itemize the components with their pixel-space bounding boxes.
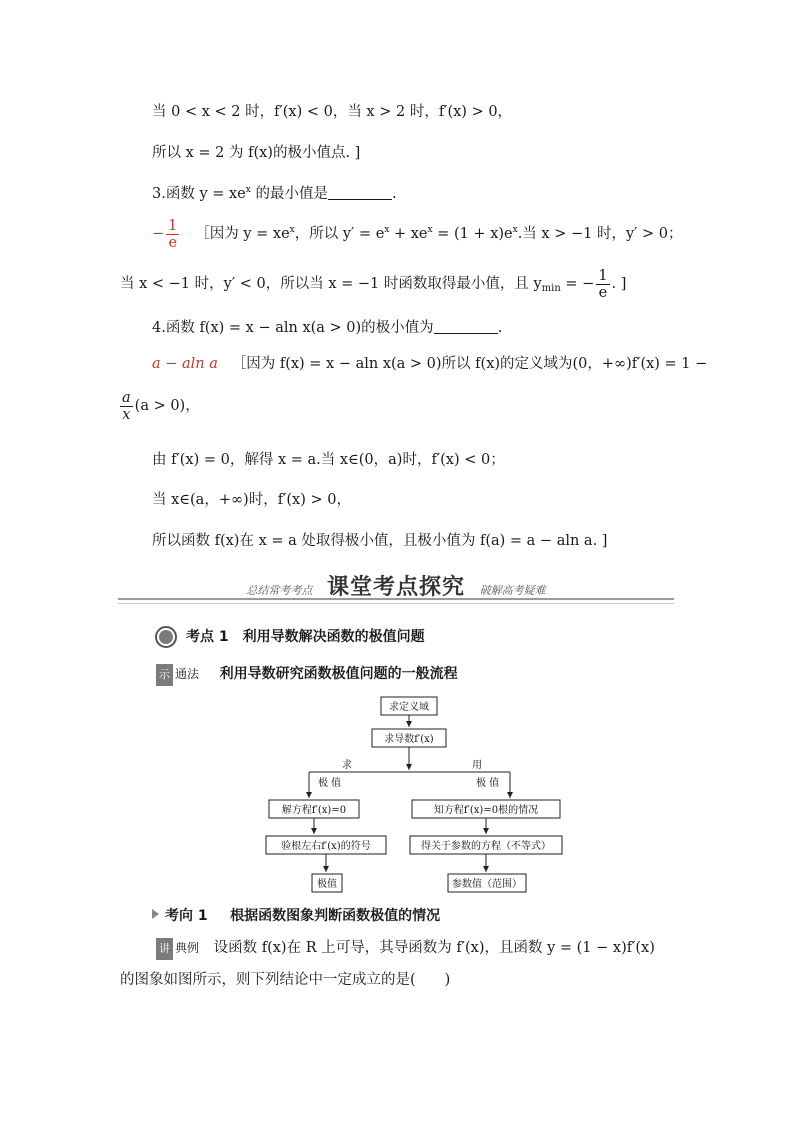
- q3-end: .: [391, 186, 397, 202]
- flow-box-extreme-label: 极值: [317, 879, 337, 890]
- sup: x: [512, 225, 518, 235]
- solution-text: = −: [560, 276, 595, 292]
- example-tag-icon: 讲: [156, 938, 173, 960]
- section-banner: [118, 570, 674, 598]
- method-title: 利用导数研究函数极值问题的一般流程: [219, 666, 458, 682]
- fraction: [596, 268, 609, 301]
- answer-fraction: [166, 218, 179, 251]
- solution-text: . ]: [611, 276, 627, 292]
- answer-sign: −: [152, 226, 165, 242]
- fraction-denominator: e: [598, 284, 608, 301]
- sup: x: [289, 225, 295, 235]
- solution-text: + xe: [389, 226, 428, 242]
- flow-box-domain-label: 求定义域: [389, 702, 429, 713]
- flow-right-top-label: 用: [472, 760, 482, 771]
- sup: x: [427, 225, 433, 235]
- fraction: [120, 390, 133, 423]
- triangle-bullet-icon: [152, 909, 159, 919]
- q3-answer-line: [152, 212, 683, 252]
- banner-left-text: 总结常考考点: [246, 584, 313, 597]
- flow-box-derivative-label: 求导数f′(x): [384, 734, 434, 745]
- subscript: min: [541, 283, 561, 294]
- solution-line: 所以 x = 2 为 f(x)的极小值点. ]: [152, 145, 361, 161]
- fraction-denominator: e: [168, 234, 178, 251]
- kaoxiang-title: 根据函数图象判断函数极值的情况: [230, 908, 441, 924]
- solution-line: 所以函数 f(x)在 x = a 处取得极小值，且极小值为 f(a) = a − aln a. ]: [152, 533, 608, 549]
- flow-box-param-equation-label: 得关于参数的方程（不等式）: [421, 841, 551, 852]
- flow-box-known-roots-label: 知方程f′(x)=0根的情况: [433, 805, 539, 816]
- banner-right-text: 破解高考疑难: [479, 584, 546, 597]
- example-line1: [156, 938, 655, 960]
- flow-right-bottom-label: 极 值: [476, 778, 500, 789]
- solution-text: ，所以 y′ = e: [294, 226, 385, 242]
- solution-line: 当 x∈(a，+∞)时，f′(x) > 0，: [152, 492, 351, 508]
- answer-blank: [328, 185, 392, 200]
- example-text: 设函数 f(x)在 R 上可导，其导函数为 f′(x)，且函数 y = (1 − x)f′(x): [213, 940, 655, 956]
- fraction-numerator: 1: [168, 217, 178, 234]
- q4-end: .: [497, 320, 503, 336]
- flow-left-bottom-label: 极 值: [318, 778, 342, 789]
- solution-text: = (1 + x)e: [432, 226, 513, 242]
- solution-text: (a > 0)，: [134, 398, 200, 414]
- question-4: [152, 318, 502, 338]
- example-tag-text: 典例: [175, 941, 200, 955]
- q3-text: 的最小值是: [250, 186, 328, 202]
- q4-answer-line: [152, 354, 707, 374]
- q3-solution-line2: [120, 266, 626, 307]
- solution-text: ［因为 f(x) = x − aln x(a > 0)所以 f(x)的定义域为(0，+∞)f′(x) = 1 −: [231, 356, 708, 372]
- flowchart: [260, 694, 570, 896]
- flow-box-param-value-label: 参数值（范围）: [452, 879, 522, 890]
- method-tag-icon: 示: [156, 664, 173, 686]
- kaodian-circle-icon: [155, 626, 177, 648]
- solution-line: 由 f′(x) = 0，解得 x = a.当 x∈(0，a)时，f′(x) < 0；: [152, 452, 505, 468]
- q3-sup: x: [245, 185, 251, 195]
- kaoxiang-label: 考向 1: [165, 908, 208, 924]
- fraction-numerator: 1: [598, 267, 608, 284]
- fraction-denominator: x: [122, 406, 131, 423]
- answer-text: a − aln a: [152, 356, 218, 372]
- kaoxiang-heading: [152, 906, 440, 926]
- sup: x: [384, 225, 390, 235]
- question-3: [152, 180, 397, 204]
- fraction-numerator: a: [122, 389, 131, 406]
- flow-left-top-label: 求: [342, 760, 352, 771]
- solution-text: .当 x > −1 时，y′ > 0；: [517, 226, 683, 242]
- method-heading: [156, 664, 458, 686]
- flow-box-solve-equation-label: 解方程f′(x)=0: [281, 805, 347, 816]
- banner-title: 课堂考点探究: [326, 575, 465, 600]
- banner-divider: [118, 598, 674, 600]
- q4-text: 4.函数 f(x) = x − aln x(a > 0)的极小值为: [152, 320, 434, 336]
- q3-text: 3.函数 y = xe: [152, 186, 246, 202]
- kaodian-heading: 考点 1 利用导数解决函数的极值问题: [186, 629, 425, 645]
- flow-box-check-sign-label: 验根左右f′(x)的符号: [281, 841, 371, 852]
- solution-line: 当 0 < x < 2 时，f′(x) < 0，当 x > 2 时，f′(x) > 0，: [152, 104, 513, 120]
- q4-cond-line: [118, 388, 200, 424]
- example-line2: 的图象如图所示，则下列结论中一定成立的是( ): [120, 972, 451, 988]
- method-tag-text: 通法: [175, 667, 200, 681]
- solution-text: 当 x < −1 时，y′ < 0，所以当 x = −1 时函数取得最小值，且 y: [120, 276, 542, 292]
- banner-divider-thin: [118, 603, 674, 604]
- answer-blank: [434, 319, 498, 334]
- solution-text: ［因为 y = xe: [195, 226, 290, 242]
